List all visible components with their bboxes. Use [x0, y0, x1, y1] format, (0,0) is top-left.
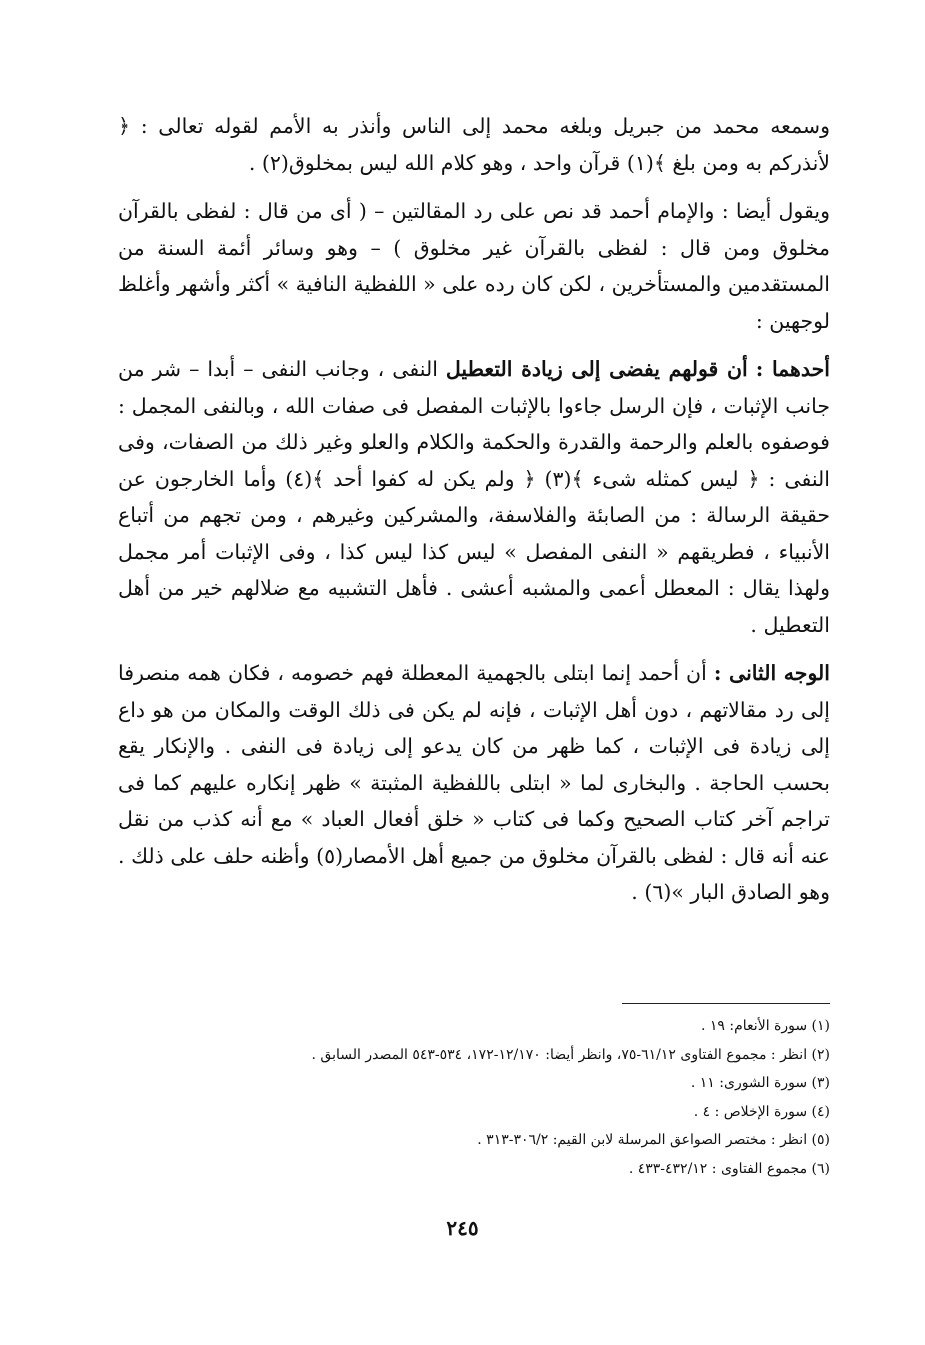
footnote-5: (٥) انظر : مختصر الصواعق المرسلة لابن القيم: ٣٠٦/٢-٣١٣ . — [477, 1132, 830, 1148]
footnote-4: (٤) سورة الإخلاص : ٤ . — [693, 1103, 830, 1120]
paragraph-3-lead: أحدهما : — [755, 357, 830, 381]
paragraph-2 — [118, 193, 830, 339]
main-text — [118, 108, 830, 911]
paragraph-4-lead: الوجه الثانى : — [713, 661, 831, 685]
paragraph-3 — [118, 351, 830, 643]
footnote-2: (٢) انظر : مجموع الفتاوى ٦١/١٢-٧٥، وانظر أيضا: ١٢/١٧٠-١٧٢، ٥٣٤-٥٤٣ المصدر السابق . — [311, 1046, 830, 1063]
paragraph-4 — [118, 655, 830, 911]
footnote-1: (١) سورة الأنعام: ١٩ . — [701, 1018, 830, 1034]
page-number: ٢٤٥ — [446, 1216, 479, 1240]
paragraph-3-text: النفى ، وجانب النفى – أبدا – شر من جانب الإثبات ، فإن الرسل جاءوا بالإثبات المفصل فى صفات الله ، وبالنفى المجمل : فوصفوه بالعلم والرحمة والقدرة والحكمة والكلام والعلو وغير ذلك من الصفات، وفى النفى : ﴿ ليس كمثله شىء ﴾(٣) ﴿ ولم يكن له كفوا أحد ﴾(٤) وأما الخارجون عن حقيقة الرسالة : من الصابئة والفلاسفة، والمشركين وغيرهم ، ومن تجهم من أتباع الأنبياء ، فطريقهم « النفى المفصل » ليس كذا ليس كذا ، وفى الإثبات أمر مجمل ولهذا يقال : المعطل أعمى والمشبه أعشى . فأهل التشبيه مع ضلالهم خير من أهل التعطيل . — [118, 357, 830, 637]
footnote-3: (٣) سورة الشورى: ١١ . — [690, 1075, 830, 1091]
paragraph-1-text: وسمعه محمد من جبريل وبلغه محمد إلى الناس وأنذر به الأمم لقوله تعالى : ﴿ لأنذركم به ومن بلغ ﴾(١) قرآن واحد ، وهو كلام الله ليس بمخلوق(٢) . — [118, 114, 830, 175]
footnotes — [118, 1012, 830, 1183]
paragraph-3-bold: أن قولهم يفضى إلى زيادة التعطيل — [445, 357, 748, 381]
paragraph-4-text: أن أحمد إنما ابتلى بالجهمية المعطلة فهم خصومه ، فكان همه منصرفا إلى رد مقالاتهم ، دون أهل الإثبات ، فإنه لم يكن فى ذلك الوقت والمكان من هو داع إلى زيادة فى الإثبات ، كما ظهر من كان يدعو إلى زيادة فى النفى . والإنكار يقع بحسب الحاجة . والبخارى لما « ابتلى باللفظية المثبتة » ظهر إنكاره عليهم كما فى تراجم آخر كتاب الصحيح وكما فى كتاب « خلق أفعال العباد » مع أنه كذب من نقل عنه أنه قال : لفظى بالقرآن مخلوق من جميع أهل الأمصار(٥) وأظنه حلف على ذلك . وهو الصادق البار »(٦) . — [118, 661, 831, 904]
footnote-6: (٦) مجموع الفتاوى : ٤٣٢/١٢-٤٣٣ . — [628, 1160, 830, 1177]
paragraph-2-text: ويقول أيضا : والإمام أحمد قد نص على رد المقالتين – ( أى من قال : لفظى بالقرآن مخلوق ومن قال : لفظى بالقرآن غير مخلوق ) – وهو وسائر أئمة السنة من المستقدمين والمستأخرين ، لكن كان رده على « اللفظية النافية » أكثر وأشهر وأغلظ لوجهين : — [118, 199, 830, 333]
paragraph-1 — [118, 108, 830, 181]
footnote-divider — [622, 1003, 830, 1004]
